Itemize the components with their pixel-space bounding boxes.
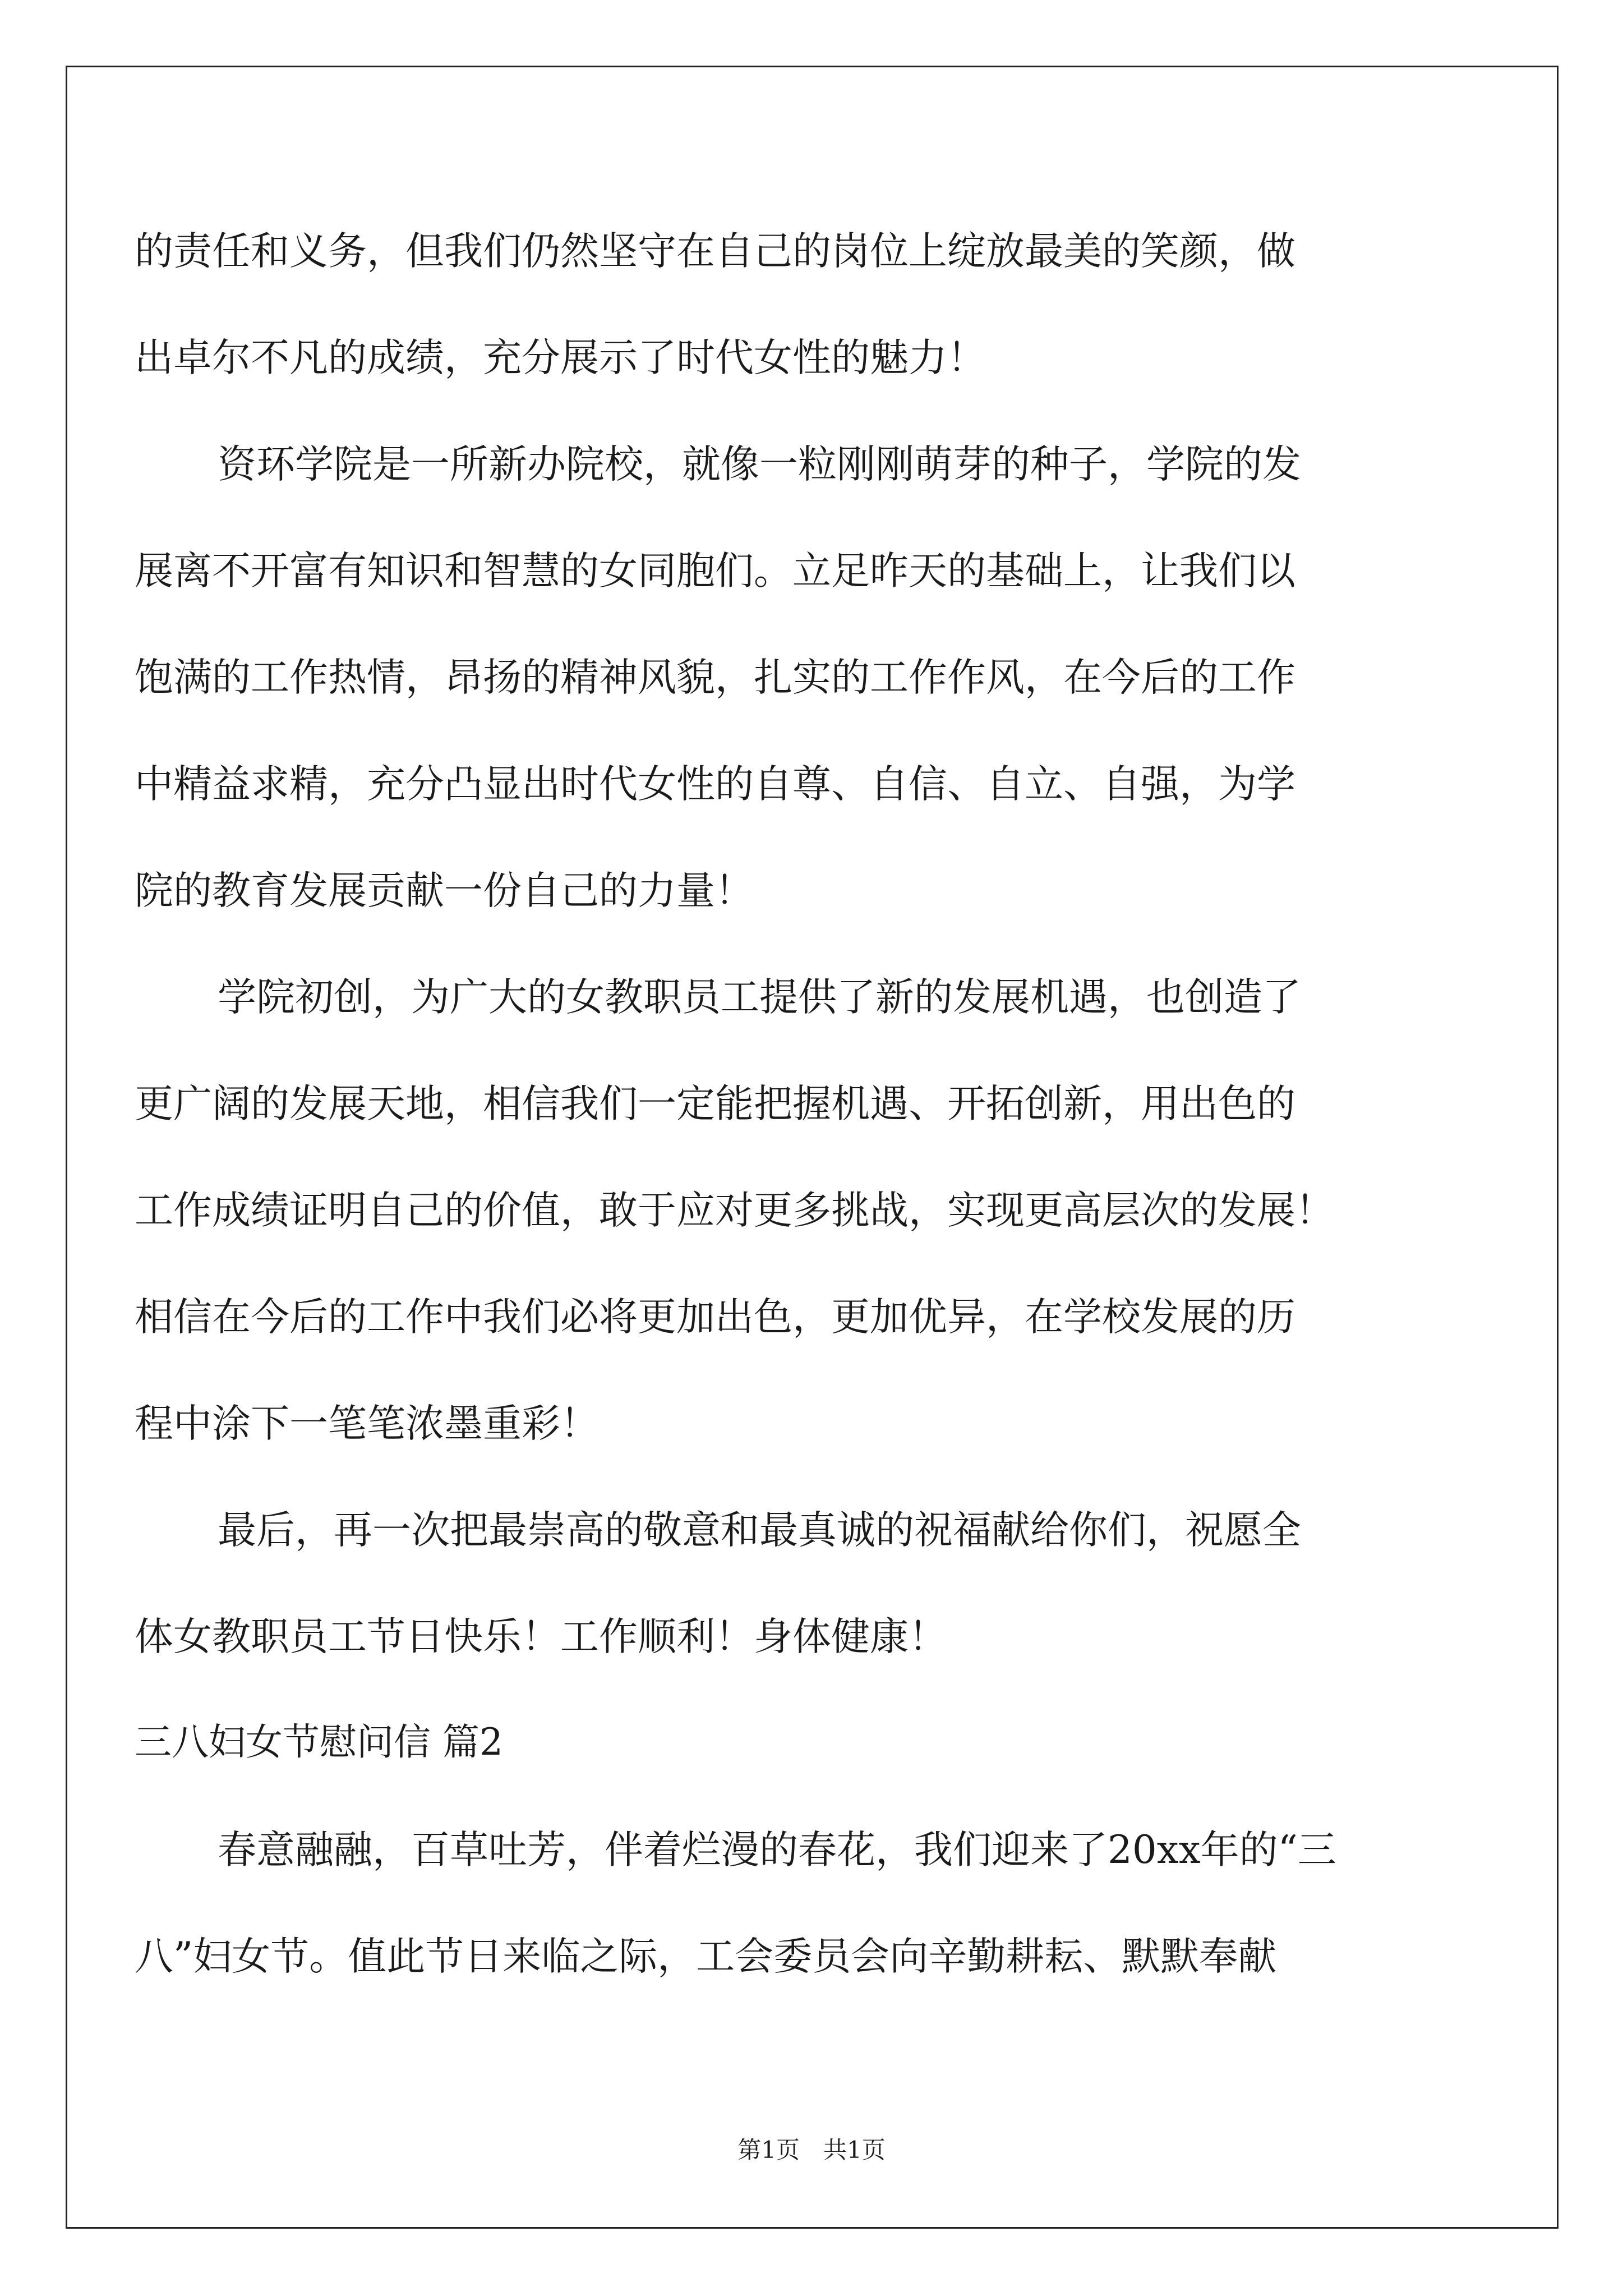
page-border [66,66,1559,2229]
paragraph-line: 中精益求精，充分凸显出时代女性的自尊、自信、自立、自强，为学 [135,762,1295,807]
paragraph-line: 春意融融，百草吐芳，伴着烂漫的春花，我们迎来了20xx年的“三 [218,1828,1336,1872]
section-heading: 三八妇女节慰问信 篇2 [135,1720,503,1764]
paragraph-line: 展离不开富有知识和智慧的女同胞们。立足昨天的基础上，让我们以 [135,549,1295,593]
paragraph-line: 相信在今后的工作中我们必将更加出色，更加优异，在学校发展的历 [135,1295,1295,1340]
paragraph-line: 更广阔的发展天地，相信我们一定能把握机遇、开拓创新，用出色的 [135,1082,1295,1126]
paragraph-line: 院的教育发展贡献一份自己的力量！ [135,868,754,913]
paragraph-line: 的责任和义务，但我们仍然坚守在自己的岗位上绽放最美的笑颜，做 [135,229,1295,274]
paragraph-line: 出卓尔不凡的成绩，充分展示了时代女性的魅力！ [135,335,986,380]
paragraph-line: 饱满的工作热情，昂扬的精神风貌，扎实的工作作风，在今后的工作 [135,655,1295,700]
paragraph-line: 学院初创，为广大的女教职员工提供了新的发展机遇，也创造了 [218,975,1301,1020]
paragraph-line: 资环学院是一所新办院校，就像一粒刚刚萌芽的种子，学院的发 [218,442,1301,487]
paragraph-line: 体女教职员工节日快乐！工作顺利！身体健康！ [135,1614,947,1659]
paragraph-line: 八”妇女节。值此节日来临之际，工会委员会向辛勤耕耘、默默奉献 [135,1934,1277,1979]
paragraph-line: 工作成绩证明自己的价值，敢于应对更多挑战，实现更高层次的发展！ [135,1188,1334,1233]
paragraph-line: 程中涂下一笔笔浓墨重彩！ [135,1401,599,1446]
paragraph-line: 最后，再一次把最崇高的敬意和最真诚的祝福献给你们，祝愿全 [218,1508,1301,1553]
page-footer: 第1页 共1页 [737,2136,886,2164]
